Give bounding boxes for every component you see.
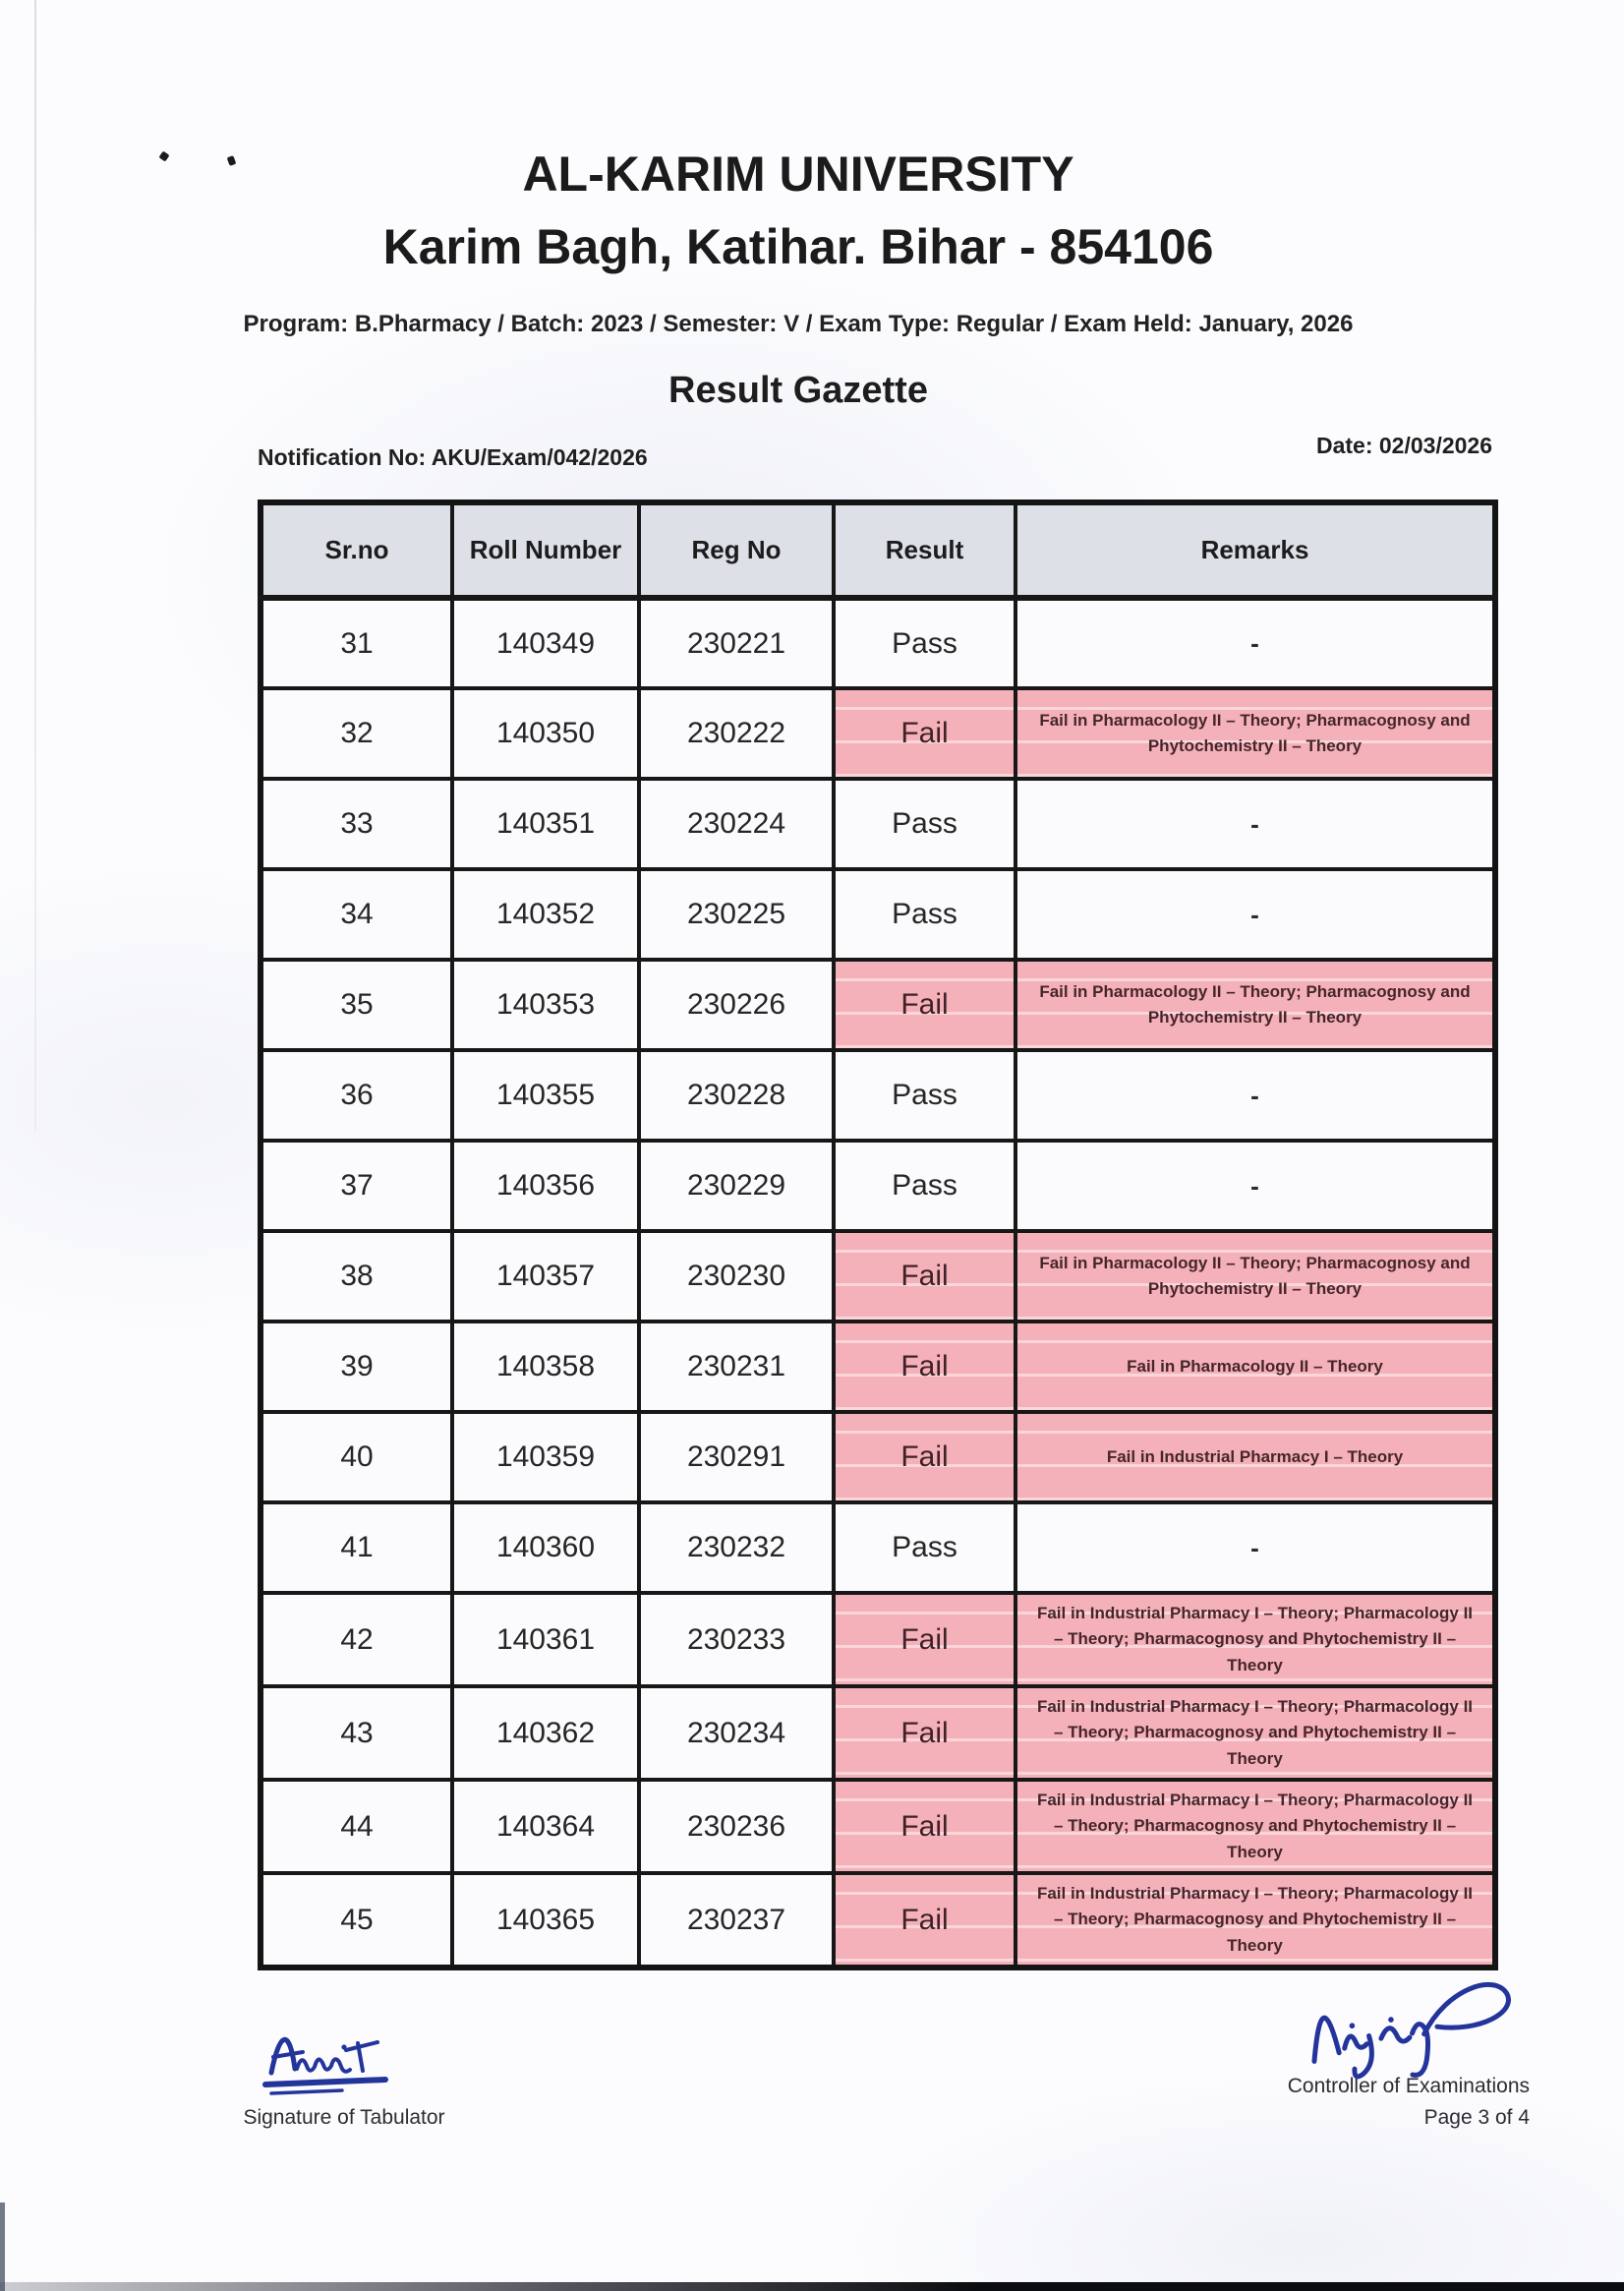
cell-result: Fail — [834, 960, 1015, 1050]
cell-srno: 39 — [261, 1322, 452, 1412]
cell-regno: 230221 — [639, 598, 834, 688]
results-table — [258, 499, 1498, 1970]
cell-srno: 45 — [261, 1873, 452, 1968]
cell-regno: 230233 — [639, 1593, 834, 1686]
cell-srno: 42 — [261, 1593, 452, 1686]
cell-regno: 230237 — [639, 1873, 834, 1968]
controller-signature-block — [1117, 1974, 1530, 2130]
table-row — [261, 1502, 1495, 1593]
cell-srno: 32 — [261, 688, 452, 779]
cell-remarks: - — [1015, 779, 1495, 869]
cell-srno: 38 — [261, 1231, 452, 1322]
scan-edge-shadow-left — [0, 2203, 5, 2291]
table-row — [261, 1231, 1495, 1322]
tabulator-signature-label: Signature of Tabulator — [243, 2106, 445, 2129]
cell-result: Fail — [834, 1322, 1015, 1412]
page-number: Page 3 of 4 — [1423, 2106, 1530, 2129]
cell-srno: 31 — [261, 598, 452, 688]
cell-remarks: Fail in Industrial Pharmacy I – Theory; Pharmacology II – Theory; Pharmacognosy and Phytochemistry II – Theory — [1015, 1780, 1495, 1873]
cell-regno: 230232 — [639, 1502, 834, 1593]
table-row — [261, 1593, 1495, 1686]
cell-remarks: Fail in Pharmacology II – Theory; Pharmacognosy and Phytochemistry II – Theory — [1015, 1231, 1495, 1322]
column-header-roll: Roll Number — [452, 502, 639, 598]
cell-roll: 140351 — [452, 779, 639, 869]
cell-srno: 41 — [261, 1502, 452, 1593]
cell-srno: 33 — [261, 779, 452, 869]
cell-regno: 230236 — [639, 1780, 834, 1873]
cell-roll: 140360 — [452, 1502, 639, 1593]
cell-srno: 43 — [261, 1686, 452, 1780]
university-address: Karim Bagh, Katihar. Bihar - 854106 — [382, 219, 1214, 274]
cell-roll: 140361 — [452, 1593, 639, 1686]
table-row — [261, 869, 1495, 960]
program-info-line: Program: B.Pharmacy / Batch: 2023 / Semester: V / Exam Type: Regular / Exam Held: January, 2026 — [243, 311, 1354, 337]
cell-roll: 140365 — [452, 1873, 639, 1968]
cell-srno: 34 — [261, 869, 452, 960]
table-row — [261, 1780, 1495, 1873]
cell-result: Pass — [834, 869, 1015, 960]
cell-srno: 35 — [261, 960, 452, 1050]
cell-roll: 140353 — [452, 960, 639, 1050]
cell-roll: 140350 — [452, 688, 639, 779]
cell-remarks: Fail in Industrial Pharmacy I – Theory; Pharmacology II – Theory; Pharmacognosy and Phytochemistry II – Theory — [1015, 1593, 1495, 1686]
column-header-srno: Sr.no — [261, 502, 452, 598]
cell-remarks: Fail in Pharmacology II – Theory; Pharmacognosy and Phytochemistry II – Theory — [1015, 688, 1495, 779]
controller-of-examinations-label: Controller of Examinations — [1287, 2075, 1530, 2097]
results-table-body — [261, 598, 1495, 1968]
cell-regno: 230231 — [639, 1322, 834, 1412]
table-row — [261, 1050, 1495, 1141]
table-row — [261, 688, 1495, 779]
cell-regno: 230229 — [639, 1141, 834, 1231]
cell-remarks: - — [1015, 1502, 1495, 1593]
cell-roll: 140355 — [452, 1050, 639, 1141]
column-header-remarks: Remarks — [1015, 502, 1495, 598]
cell-roll: 140356 — [452, 1141, 639, 1231]
cell-srno: 44 — [261, 1780, 452, 1873]
cell-regno: 230222 — [639, 688, 834, 779]
document-title: Result Gazette — [668, 370, 928, 411]
column-header-regno: Reg No — [639, 502, 834, 598]
cell-roll: 140352 — [452, 869, 639, 960]
cell-roll: 140357 — [452, 1231, 639, 1322]
cell-remarks: Fail in Pharmacology II – Theory; Pharmacognosy and Phytochemistry II – Theory — [1015, 960, 1495, 1050]
cell-regno: 230228 — [639, 1050, 834, 1141]
cell-remarks: - — [1015, 1141, 1495, 1231]
cell-result: Fail — [834, 1412, 1015, 1502]
cell-roll: 140358 — [452, 1322, 639, 1412]
cell-result: Pass — [834, 1141, 1015, 1231]
handwritten-signature-amit — [256, 2018, 433, 2104]
cell-remarks: Fail in Industrial Pharmacy I – Theory; Pharmacology II – Theory; Pharmacognosy and Phytochemistry II – Theory — [1015, 1873, 1495, 1968]
cell-result: Fail — [834, 1231, 1015, 1322]
cell-remarks: - — [1015, 598, 1495, 688]
cell-remarks: Fail in Industrial Pharmacy I – Theory; Pharmacology II – Theory; Pharmacognosy and Phytochemistry II – Theory — [1015, 1686, 1495, 1780]
cell-result: Fail — [834, 1593, 1015, 1686]
cell-srno: 36 — [261, 1050, 452, 1141]
table-row — [261, 960, 1495, 1050]
document-date: Date: 02/03/2026 — [1315, 433, 1492, 458]
table-row — [261, 598, 1495, 688]
cell-srno: 37 — [261, 1141, 452, 1231]
cell-result: Fail — [834, 1873, 1015, 1968]
cell-result: Pass — [834, 779, 1015, 869]
cell-result: Pass — [834, 1502, 1015, 1593]
table-row — [261, 1141, 1495, 1231]
results-table-header — [261, 502, 1495, 598]
column-header-result: Result — [834, 502, 1015, 598]
cell-result: Fail — [834, 1780, 1015, 1873]
cell-srno: 40 — [261, 1412, 452, 1502]
cell-result: Pass — [834, 598, 1015, 688]
notification-number: Notification No: AKU/Exam/042/2026 — [258, 444, 648, 470]
cell-result: Pass — [834, 1050, 1015, 1141]
scan-edge-shadow-bottom — [0, 2282, 1624, 2291]
cell-result: Fail — [834, 1686, 1015, 1780]
cell-regno: 230230 — [639, 1231, 834, 1322]
table-row — [261, 1873, 1495, 1968]
cell-regno: 230291 — [639, 1412, 834, 1502]
table-row — [261, 1686, 1495, 1780]
tabulator-signature-block — [221, 2018, 467, 2130]
cell-regno: 230226 — [639, 960, 834, 1050]
cell-remarks: Fail in Pharmacology II – Theory — [1015, 1322, 1495, 1412]
cell-roll: 140359 — [452, 1412, 639, 1502]
cell-roll: 140349 — [452, 598, 639, 688]
cell-regno: 230224 — [639, 779, 834, 869]
cell-remarks: Fail in Industrial Pharmacy I – Theory — [1015, 1412, 1495, 1502]
cell-regno: 230225 — [639, 869, 834, 960]
table-row — [261, 1322, 1495, 1412]
cell-remarks: - — [1015, 869, 1495, 960]
table-row — [261, 779, 1495, 869]
table-row — [261, 1412, 1495, 1502]
university-name: AL-KARIM UNIVERSITY — [522, 147, 1074, 202]
cell-roll: 140364 — [452, 1780, 639, 1873]
notification-date-row — [258, 433, 1492, 471]
cell-roll: 140362 — [452, 1686, 639, 1780]
cell-regno: 230234 — [639, 1686, 834, 1780]
cell-result: Fail — [834, 688, 1015, 779]
cell-remarks: - — [1015, 1050, 1495, 1141]
